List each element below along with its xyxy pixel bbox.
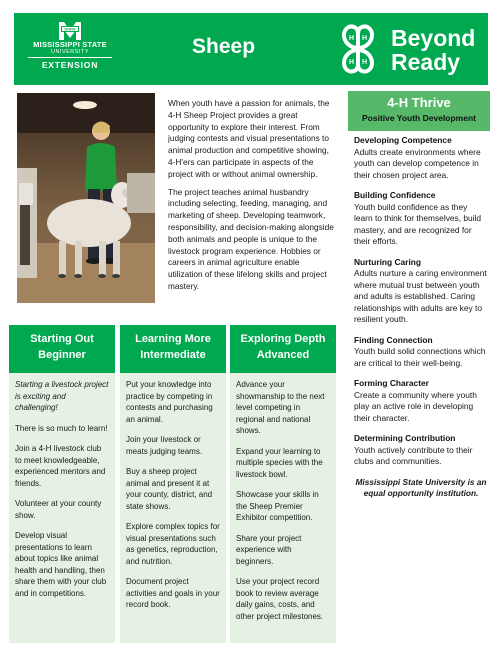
thrive-banner: [348, 91, 490, 131]
thrive-item: [354, 257, 488, 326]
column-item: Starting a livestock project is exciting and challenging!: [15, 380, 109, 412]
intro-text: [168, 98, 336, 299]
four-h-clover-icon: [332, 21, 384, 77]
thrive-item-heading: Developing Competence: [354, 135, 452, 145]
column-header-line-1: Learning More: [135, 333, 211, 345]
thrive-item: [354, 378, 488, 424]
column-header: [9, 325, 115, 373]
logo-university-name: MISSISSIPPI STATE: [33, 40, 107, 49]
thrive-item-heading: Forming Character: [354, 378, 429, 388]
thrive-subtitle: Positive Youth Development: [362, 113, 476, 123]
column-item: Put your knowledge into practice by competing in contests and purchasing an animal.: [126, 380, 213, 424]
thrive-item-text: Adults nurture a caring environment where mutual trust between youth and adults is established. Caring relationships with adults are key to resilient youth.: [354, 268, 487, 324]
column-intermediate: [120, 325, 226, 643]
thrive-item-text: Youth build confidence as they learn to think for themselves, build mastery, and are recognized for their efforts.: [354, 201, 482, 246]
column-body: [230, 373, 336, 622]
column-advanced: [230, 325, 336, 643]
column-header-line-2: Advanced: [256, 349, 310, 361]
wordmark-line-1: Beyond: [391, 25, 476, 51]
column-item: Explore complex topics for visual presentations such as genetics, reproduction, and nutrition.: [126, 522, 220, 566]
svg-text:STATE: STATE: [64, 27, 76, 32]
svg-text:H: H: [348, 59, 355, 66]
logo-extension-word: EXTENSION: [41, 60, 99, 70]
thrive-item-heading: Determining Contribution: [354, 433, 456, 443]
logo-divider: [28, 57, 112, 58]
column-item: Expand your learning to multiple species with the livestock bowl.: [236, 446, 323, 479]
thrive-title: 4-H Thrive: [387, 95, 451, 110]
thrive-item: [354, 433, 488, 468]
column-body: [9, 373, 115, 599]
thrive-item: [354, 190, 488, 248]
beyond-ready-wordmark: [391, 26, 475, 74]
thrive-item: [354, 335, 488, 370]
svg-text:H: H: [361, 59, 368, 66]
column-item: Advance your showmanship to the next level competing in regional and national shows.: [236, 380, 325, 435]
thrive-item: [354, 135, 488, 181]
thrive-item-text: Create a community where youth play an active role in developing their character.: [354, 389, 477, 423]
thrive-item-text: Youth actively contribute to their clubs and communities.: [354, 444, 473, 466]
thrive-item-text: Youth build solid connections which are critical to their well-being.: [354, 346, 486, 368]
sheep-show-photo: [17, 93, 155, 303]
equal-opportunity-note: Mississippi State University is an equal opportunity institution.: [355, 476, 487, 498]
column-item: There is so much to learn!: [15, 423, 108, 433]
column-header-line-1: Starting Out: [30, 333, 94, 345]
msu-m-logo-icon: [57, 19, 83, 41]
column-header: [120, 325, 226, 373]
msu-extension-logo: [22, 19, 118, 79]
intro-paragraph-2: The project teaches animal husbandry including selecting, feeding, managing, and marketing of sheep. Developing teamwork, responsibility, and decision-making alongside both animals and people is unique to the livestock program experience. Hobbies or careers in animal agriculture enable utilization of these lifelong skills and project mastery.: [168, 186, 334, 291]
column-item: Document project activities and goals in your record book.: [126, 577, 220, 609]
svg-text:H: H: [348, 35, 355, 42]
column-item: Volunteer at your county show.: [15, 499, 102, 520]
column-header-line-1: Exploring Depth: [240, 333, 326, 345]
column-body: [120, 373, 226, 611]
thrive-list: [354, 135, 488, 500]
column-item: Join a 4-H livestock club to meet knowledgeable, experienced mentors and friends.: [15, 444, 106, 488]
thrive-item-text: Adults create environments where youth can develop competence in their chosen project area.: [354, 146, 481, 180]
intro-paragraph-1: When youth have a passion for animals, the 4-H Sheep Project provides a great opportunity to explore their interest. From judging contests and visual presentations to animal production and competitive showing, 4-H'ers can participate in aspects of the project with or without animal ownership.: [168, 98, 330, 179]
column-header-line-2: Intermediate: [140, 349, 206, 361]
column-item: Buy a sheep project animal and present it at your county, district, and state shows.: [126, 467, 213, 511]
thrive-item-heading: Nurturing Caring: [354, 256, 421, 267]
wordmark-line-2: Ready: [391, 49, 461, 75]
thrive-item-heading: Building Confidence: [354, 190, 436, 200]
thrive-item-heading: Finding Connection: [354, 334, 433, 345]
page-title: Sheep: [192, 35, 256, 58]
column-item: Develop visual presentations to learn about topics like animal health and handling, then share them with your club and in competitions.: [15, 531, 107, 598]
page-header: [14, 13, 488, 85]
column-item: Share your project experience with beginners.: [236, 533, 302, 566]
column-beginner: [9, 325, 115, 643]
logo-university-word: UNIVERSITY: [50, 49, 89, 55]
column-header: [230, 325, 336, 373]
column-item: Join your livestock or meats judging teams.: [126, 435, 203, 456]
svg-text:H: H: [361, 35, 368, 42]
column-header-line-2: Beginner: [38, 349, 86, 361]
column-item: Use your project record book to review average daily gains, costs, and other project milestones.: [236, 577, 324, 621]
column-item: Showcase your skills in the Sheep Premier Exhibitor competition.: [236, 490, 319, 522]
